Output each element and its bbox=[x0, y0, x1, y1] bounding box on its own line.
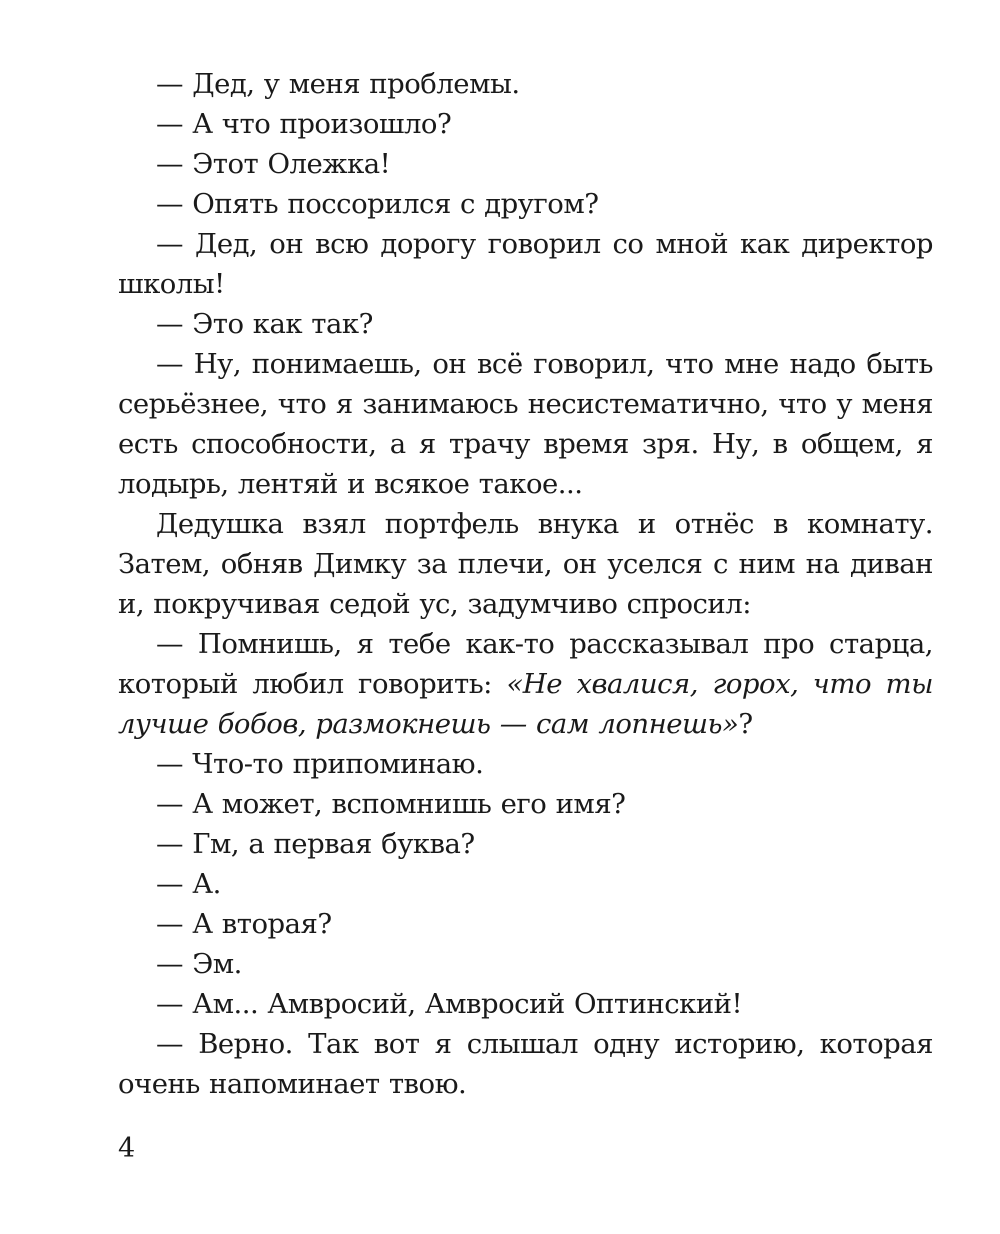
paragraph: — А может, вспомнишь его имя? bbox=[156, 788, 626, 820]
paragraph-text: — Помнишь, я тебе как-то рассказывал про старца, который любил говорить: bbox=[118, 628, 933, 700]
paragraph: — Это как так? bbox=[156, 308, 373, 340]
paragraph: — Что-то припоминаю. bbox=[156, 748, 484, 780]
paragraph: — Дед, у меня проблемы. bbox=[156, 68, 520, 100]
paragraph: — Опять поссорился с другом? bbox=[156, 188, 599, 220]
page-text bbox=[118, 64, 933, 1104]
paragraph: — Гм, а первая буква? bbox=[156, 828, 475, 860]
paragraph: — А что произошло? bbox=[156, 108, 452, 140]
paragraph: Дедушка взял портфель внука и отнёс в комнату. Затем, обняв Димку за плечи, он уселся с ним на диван и, покручивая седой ус, задумчиво спросил: bbox=[118, 508, 933, 620]
paragraph-with-quote bbox=[118, 624, 933, 744]
paragraph-text: ? bbox=[738, 708, 753, 740]
italic-quote: «Не хвалися, горох, что ты лучше бобов, размокнешь — сам лопнешь» bbox=[118, 668, 934, 740]
page-number: 4 bbox=[118, 1133, 136, 1164]
paragraph: — Ам... Амвросий, Амвросий Оптинский! bbox=[156, 988, 743, 1020]
paragraph: — А. bbox=[156, 868, 221, 900]
paragraph: — Дед, он всю дорогу говорил со мной как директор школы! bbox=[118, 228, 933, 300]
paragraph: — А вторая? bbox=[156, 908, 332, 940]
paragraph: — Ну, понимаешь, он всё говорил, что мне надо быть серьёзнее, что я занимаюсь несистематично, что у меня есть способности, а я трачу время зря. Ну, в общем, я лодырь, лентяй и всякое такое... bbox=[118, 348, 933, 500]
paragraph: — Этот Олежка! bbox=[156, 148, 391, 180]
paragraph: — Эм. bbox=[156, 948, 242, 980]
paragraph: — Верно. Так вот я слышал одну историю, которая очень напоминает твою. bbox=[118, 1028, 933, 1100]
